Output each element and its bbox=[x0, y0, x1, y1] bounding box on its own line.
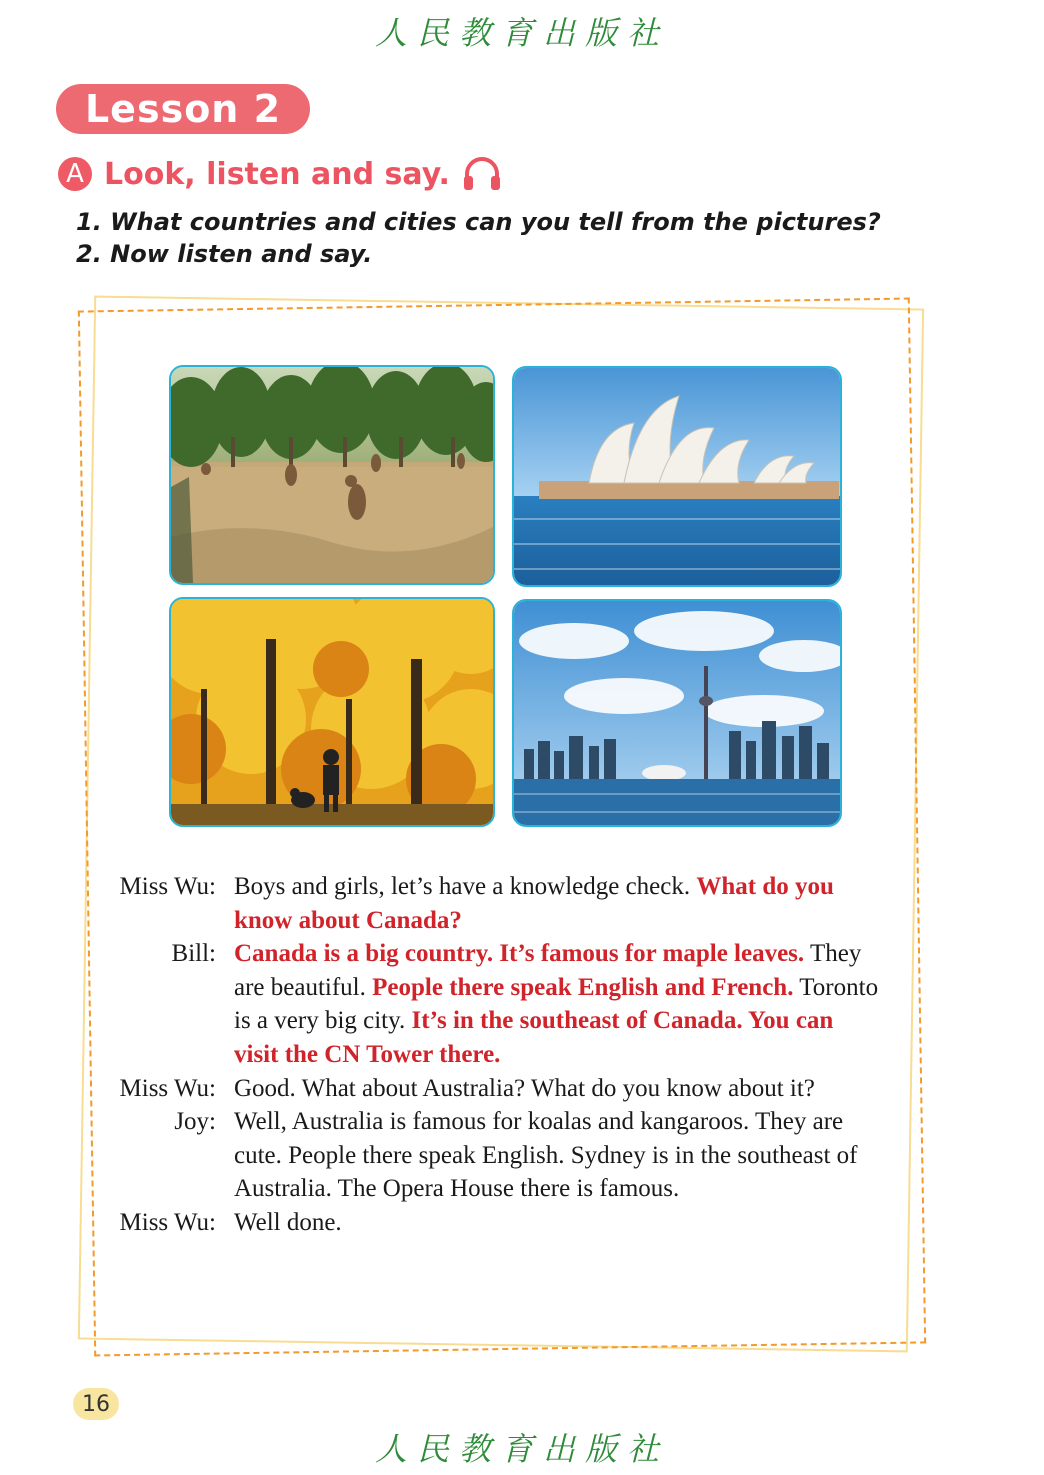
speaker-name: Miss Wu: bbox=[119, 1074, 216, 1102]
publisher-header: 人民教育出版社 bbox=[374, 14, 669, 52]
photo-toronto-skyline bbox=[512, 599, 842, 827]
dialogue-turn bbox=[104, 937, 884, 1071]
highlighted-phrase: People there speak English and French. bbox=[372, 973, 794, 1001]
instruction-1: 1. What countries and cities can you tell from the pictures? bbox=[76, 208, 881, 236]
speaker-name: Miss Wu: bbox=[119, 873, 216, 900]
speech-phrase: Toronto is a very big city. bbox=[234, 973, 879, 1035]
speaker-name: Bill: bbox=[171, 940, 216, 968]
photo-maple-trees bbox=[169, 597, 495, 827]
speaker-name: Joy: bbox=[174, 1108, 216, 1136]
highlighted-phrase: It’s in the southeast of Canada. You can visit the CN Tower there. bbox=[234, 1007, 834, 1068]
speech-text bbox=[234, 1072, 879, 1106]
speech-phrase: Well, Australia is famous for koalas and kangaroos. They are cute. People there speak English. Sydney is in the southeast of Australia. The Opera House there is famous. bbox=[234, 1108, 858, 1203]
instruction-2: 2. Now listen and say. bbox=[76, 240, 373, 268]
section-letter: A bbox=[58, 157, 92, 191]
dialogue-turn bbox=[104, 870, 884, 937]
speaker-name: Miss Wu: bbox=[119, 1208, 216, 1236]
headphones-icon[interactable] bbox=[462, 156, 502, 192]
page-number: 16 bbox=[73, 1388, 119, 1420]
speech-text bbox=[234, 870, 879, 937]
speech-phrase: Good. What about Australia? What do you know about it? bbox=[234, 1074, 815, 1102]
dialogue bbox=[104, 870, 884, 1240]
speech-text bbox=[234, 1105, 879, 1206]
instructions bbox=[76, 206, 881, 270]
lesson-title: Lesson 2 bbox=[84, 87, 282, 131]
dialogue-turn bbox=[104, 1206, 884, 1240]
highlighted-phrase: What do you know about Canada? bbox=[234, 873, 834, 934]
section-title: Look, listen and say. bbox=[104, 156, 450, 192]
lesson-title-badge bbox=[56, 84, 310, 134]
speech-text bbox=[234, 937, 879, 1071]
publisher-footer: 人民教育出版社 bbox=[374, 1430, 669, 1468]
dialogue-turn bbox=[104, 1105, 884, 1206]
speech-text bbox=[234, 1206, 879, 1240]
photo-opera-house bbox=[512, 366, 842, 587]
highlighted-phrase: Canada is a big country. It’s famous for maple leaves. bbox=[234, 940, 805, 968]
section-a-header bbox=[58, 156, 502, 192]
speech-phrase: Well done. bbox=[234, 1208, 342, 1236]
speech-phrase: Boys and girls, let’s have a knowledge check. bbox=[234, 873, 697, 900]
photo-kangaroos bbox=[169, 365, 495, 585]
dialogue-turn bbox=[104, 1072, 884, 1106]
speech-phrase: They are beautiful. bbox=[234, 940, 862, 1001]
